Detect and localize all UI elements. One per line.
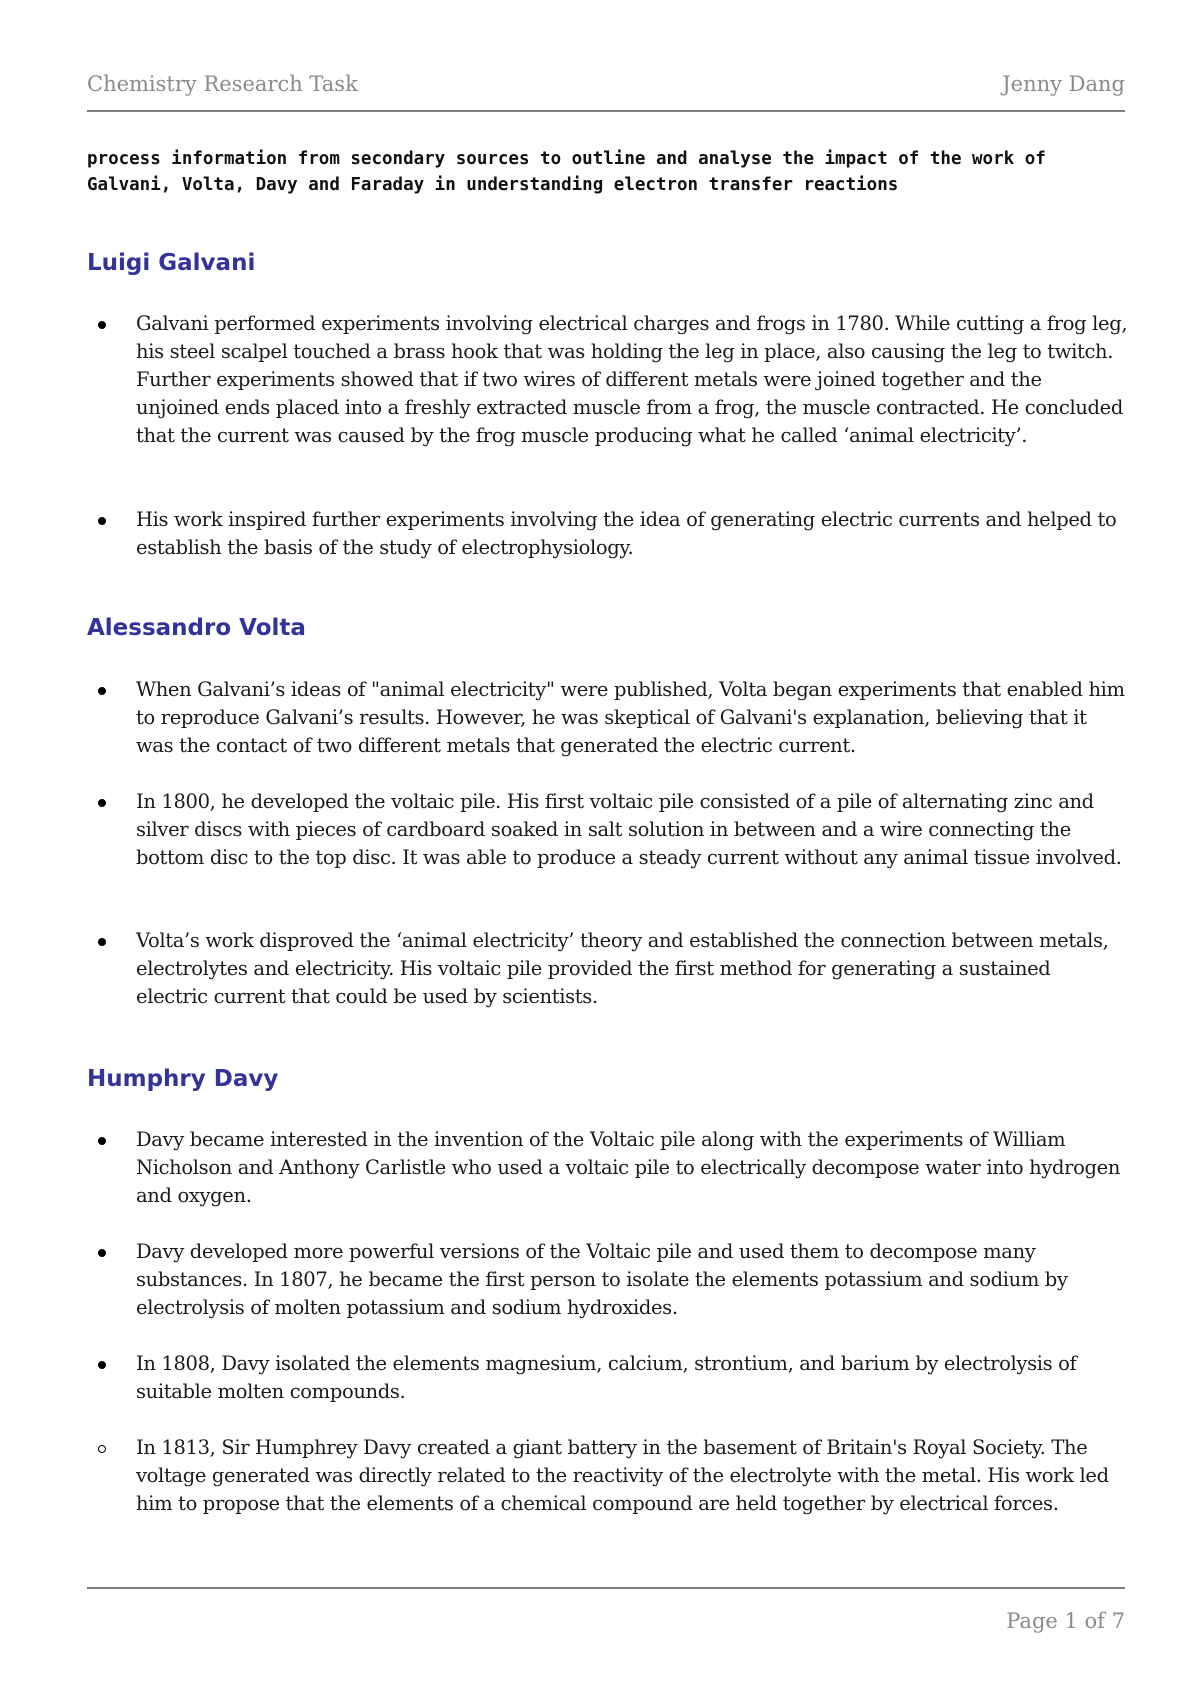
list-item-text: In 1800, he developed the voltaic pile. His first voltaic pile consisted of a pile of alternating zinc and silver discs with pieces of cardboard soaked in salt solution in between and a wire connecting the bottom disc to the top disc. It was able to produce a steady current without any animal tissue involved. [136,790,1122,869]
list-item-text: In 1813, Sir Humphrey Davy created a giant battery in the basement of Britain's Royal Society. The voltage generated was directly related to the reactivity of the electrolyte with the metal. His work led him to propose that the elements of a chemical compound are held together by electrical forces. [136,1436,1109,1515]
list-item-text: Volta’s work disproved the ‘animal electricity’ theory and established the connection between metals, electrolytes and electricity. His voltaic pile provided the first method for generating a sustained electric current that could be used by scientists. [136,929,1109,1008]
list-item [98,1350,1128,1406]
section-title-volta: Alessandro Volta [87,615,306,641]
list-item [98,1238,1128,1322]
list-item [98,788,1128,872]
hollow-bullet-icon [98,1434,136,1462]
list-item [98,506,1128,562]
list-item-text: His work inspired further experiments involving the idea of generating electric currents and helped to establish the basis of the study of electrophysiology. [136,508,1117,559]
bullet-icon [98,676,136,704]
list-item [98,676,1128,760]
list-item [98,1126,1128,1210]
list-item [98,927,1128,1011]
list-item-text: Davy became interested in the invention of the Voltaic pile along with the experiments of William Nicholson and Anthony Carlistle who used a voltaic pile to electrically decompose water into hydrogen and oxygen. [136,1128,1121,1207]
list-item-text: In 1808, Davy isolated the elements magnesium, calcium, strontium, and barium by electrolysis of suitable molten compounds. [136,1352,1077,1403]
section-title-davy: Humphry Davy [87,1066,279,1092]
header-title: Chemistry Research Task [87,72,358,96]
bullet-icon [98,1350,136,1378]
page-footer [87,1587,1125,1637]
list-item-text: Davy developed more powerful versions of the Voltaic pile and used them to decompose many substances. In 1807, he became the first person to isolate the elements potassium and sodium by electrolysis of molten potassium and sodium hydroxides. [136,1240,1068,1319]
page-number: Page 1 of 7 [1006,1609,1125,1633]
bullet-icon [98,310,136,338]
page-header [87,72,1125,112]
list-item [98,1434,1128,1518]
list-item [98,310,1128,450]
bullet-icon [98,1238,136,1266]
header-author: Jenny Dang [1002,72,1125,96]
list-item-text: When Galvani’s ideas of "animal electricity" were published, Volta began experiments that enabled him to reproduce Galvani’s results. However, he was skeptical of Galvani's explanation, believing that it was the contact of two different metals that generated the electric current. [136,678,1125,757]
list-item-text: Galvani performed experiments involving electrical charges and frogs in 1780. While cutting a frog leg, his steel scalpel touched a brass hook that was holding the leg in place, also causing the leg to twitch. Further experiments showed that if two wires of different metals were joined together and the unjoined ends placed into a freshly extracted muscle from a frog, the muscle contracted. He concluded that the current was caused by the frog muscle producing what he called ‘animal electricity’. [136,312,1128,447]
bullet-icon [98,927,136,955]
bullet-icon [98,788,136,816]
bullet-icon [98,1126,136,1154]
section-title-galvani: Luigi Galvani [87,250,256,276]
task-heading: process information from secondary sources to outline and analyse the impact of the work of Galvani, Volta, Davy and Faraday in understanding electron transfer reactions [87,149,1046,195]
bullet-icon [98,506,136,534]
